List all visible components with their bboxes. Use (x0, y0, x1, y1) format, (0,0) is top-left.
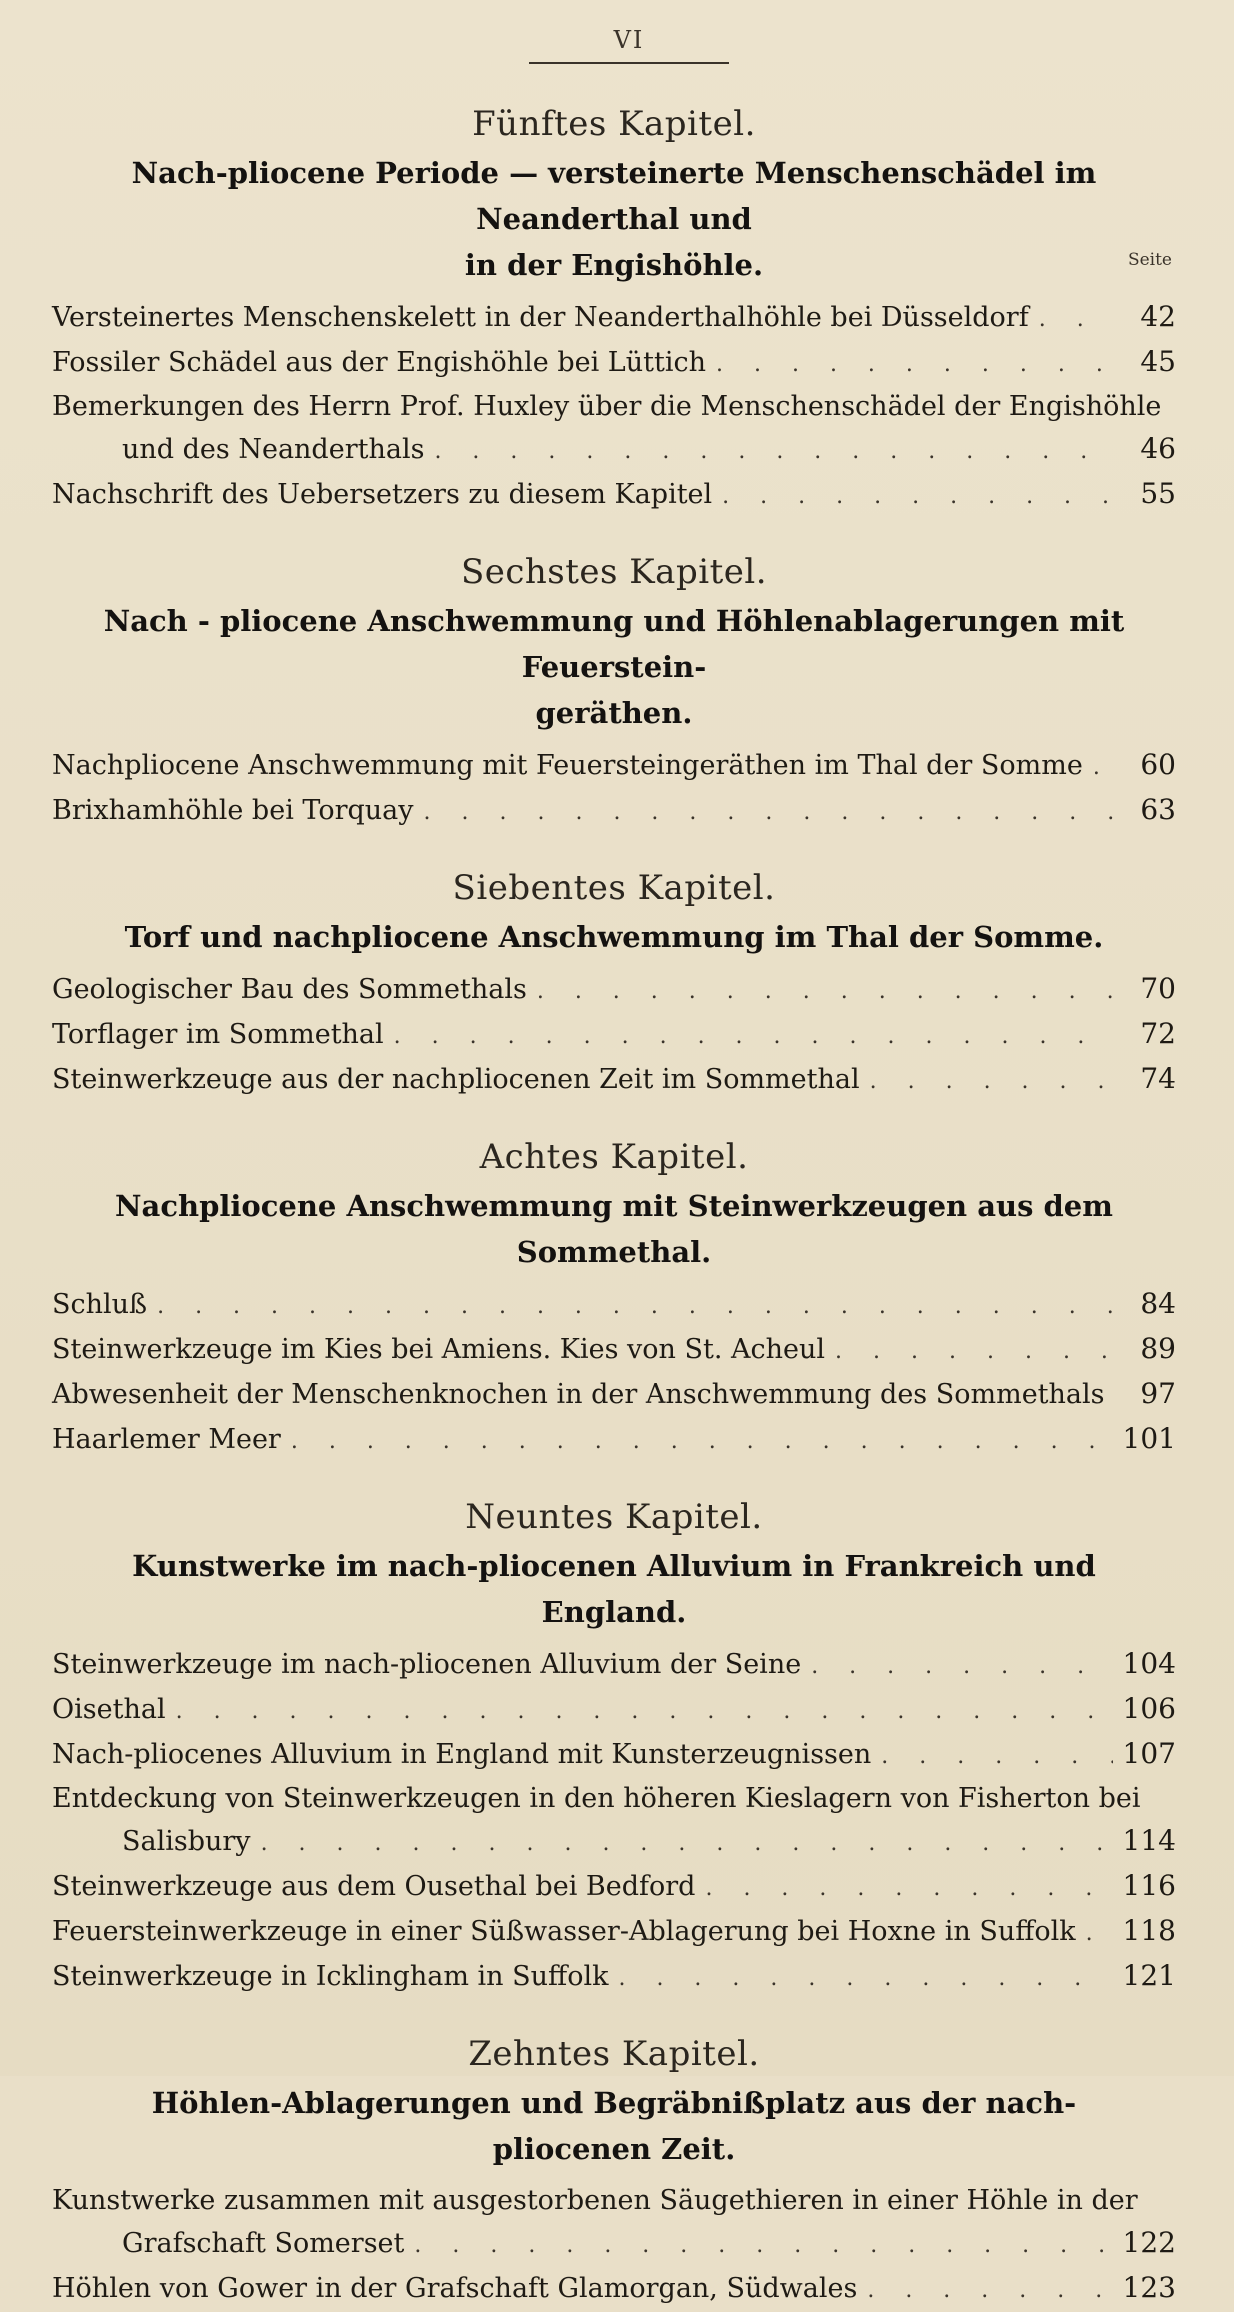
dot-leader (291, 1421, 1113, 1463)
dot-leader (1086, 1913, 1113, 1955)
toc-entry (52, 1013, 1176, 1058)
toc-entry (52, 1283, 1176, 1328)
toc-page-number: 63 (1140, 793, 1176, 826)
toc-entry (52, 1328, 1176, 1373)
toc-entry-text: Oisethal (52, 1694, 166, 1725)
dot-leader (716, 344, 1116, 386)
toc-page-number: 107 (1122, 1737, 1176, 1770)
toc-entry-text: Steinwerkzeuge im Kies bei Amiens. Kies von St. Acheul (52, 1334, 826, 1365)
toc-entry (52, 1955, 1176, 2000)
toc-page-number: 45 (1140, 345, 1176, 378)
dot-leader (1039, 299, 1116, 341)
toc-page-number: 114 (1122, 1824, 1176, 1857)
toc-entry (52, 296, 1176, 341)
dot-leader (867, 2270, 1112, 2312)
chapter-subtitle-line: Kunstwerke im nach-pliocenen Alluvium in Frankreich und England. (132, 1549, 1096, 1629)
toc-page-number: 46 (1140, 432, 1176, 465)
chapter-section (52, 104, 1176, 518)
toc-entry (52, 1733, 1176, 1778)
toc-page-number: 104 (1122, 1647, 1176, 1680)
dot-leader (1093, 747, 1116, 789)
toc-page-number: 60 (1140, 748, 1176, 781)
toc-entry-text: Steinwerkzeuge im nach-pliocenen Alluvium der Seine (52, 1649, 802, 1680)
toc-page-number: 121 (1122, 1959, 1176, 1992)
toc-entry (52, 428, 1176, 473)
toc-entry-text: und des Neanderthals (122, 434, 425, 465)
toc-entry (52, 1643, 1176, 1688)
toc-entry-text: Nach-pliocenes Alluvium in England mit Kunsterzeugnissen (52, 1739, 872, 1770)
toc-entry (52, 1373, 1176, 1418)
toc-entry-text: Versteinertes Menschenskelett in der Neanderthalhöhle bei Düsseldorf (52, 302, 1029, 333)
toc-page-number: 118 (1122, 1914, 1176, 1947)
chapter-section (52, 1137, 1176, 1463)
toc-entry-text: Bemerkungen des Herrn Prof. Huxley über die Menschenschädel der Engishöhle (52, 391, 1162, 422)
toc-page-number: 72 (1140, 1017, 1176, 1050)
chapter-section (52, 868, 1176, 1103)
toc-entry-text: Steinwerkzeuge aus der nachpliocenen Zeit im Sommethal (52, 1064, 860, 1095)
dot-leader (870, 1061, 1116, 1103)
dot-leader (157, 1286, 1116, 1328)
toc-page-number: 101 (1122, 1422, 1176, 1455)
toc-entry-text: Torflager im Sommethal (52, 1019, 384, 1050)
toc-entry-text: Salisbury (122, 1826, 251, 1857)
dot-leader (424, 792, 1116, 834)
toc-entry (52, 1910, 1176, 1955)
toc-entry (52, 2222, 1176, 2267)
dot-leader (414, 2225, 1112, 2267)
chapter-subtitle-line: Höhlen-Ablagerungen und Begräbnißplatz aus der nach-pliocenen Zeit. (151, 2086, 1077, 2166)
chapter-subtitle (82, 2080, 1146, 2172)
dot-leader (705, 1868, 1112, 1910)
page-folio: VI (613, 26, 645, 54)
toc-entry-text: Grafschaft Somerset (122, 2228, 405, 2259)
dot-leader (434, 431, 1116, 473)
toc-entry-text: Nachschrift des Uebersetzers zu diesem Kapitel (52, 479, 713, 510)
dot-leader (618, 1958, 1112, 2000)
chapter-subtitle-line: Torf und nachpliocene Anschwemmung im Thal der Somme. (124, 920, 1104, 954)
toc-page-number: 116 (1122, 1869, 1176, 1902)
toc-page-number: 74 (1140, 1062, 1176, 1095)
toc-entry-text: Steinwerkzeuge in Icklingham in Suffolk (52, 1961, 609, 1992)
dot-leader (835, 1331, 1116, 1373)
chapter-heading: Sechstes Kapitel. (460, 552, 768, 592)
dot-leader (394, 1016, 1116, 1058)
chapter-subtitle-line: in der Engishöhle. (464, 248, 764, 282)
toc-entry-text: Entdeckung von Steinwerkzeugen in den höheren Kieslagern von Fisherton bei (52, 1783, 1141, 1814)
chapter-subtitle-line: Nachpliocene Anschwemmung mit Steinwerkzeugen aus dem Sommethal. (115, 1189, 1113, 1269)
chapter-heading: Zehntes Kapitel. (468, 2034, 760, 2074)
chapter-subtitle-line: Nach-pliocene Periode — versteinerte Menschenschädel im Neanderthal und (131, 156, 1097, 236)
toc-entry-text: Steinwerkzeuge aus dem Ousethal bei Bedford (52, 1871, 696, 1902)
toc-page-number: 89 (1140, 1332, 1176, 1365)
chapter-section (52, 552, 1176, 834)
chapter-heading: Achtes Kapitel. (479, 1137, 749, 1177)
toc-entry (52, 473, 1176, 518)
toc-entry (52, 1058, 1176, 1103)
toc-entry-text: Fossiler Schädel aus der Engishöhle bei Lüttich (52, 347, 706, 378)
chapter-subtitle (82, 150, 1146, 288)
dot-leader (811, 1646, 1112, 1688)
dot-leader (537, 971, 1116, 1013)
chapter-heading: Fünftes Kapitel. (472, 104, 756, 144)
toc-entry (52, 2267, 1176, 2312)
dot-leader (1115, 1376, 1116, 1418)
toc-page-number: 123 (1122, 2271, 1176, 2304)
toc-entry-text: Nachpliocene Anschwemmung mit Feuersteingeräthen im Thal der Somme (52, 750, 1083, 781)
toc-entry (52, 744, 1176, 789)
toc-page-number: 106 (1122, 1692, 1176, 1725)
toc-page-number: 122 (1122, 2226, 1176, 2259)
chapter-subtitle (82, 1543, 1146, 1635)
toc-page-number: 55 (1140, 477, 1176, 510)
chapter-subtitle (82, 914, 1146, 960)
toc-entry-text: Feuersteinwerkzeuge in einer Süßwasser-Ablagerung bei Hoxne in Suffolk (52, 1916, 1076, 1947)
toc-entry-text: Haarlemer Meer (52, 1424, 281, 1455)
toc-page-number: 42 (1140, 300, 1176, 333)
toc-entry-text: Brixhamhöhle bei Torquay (52, 795, 414, 826)
table-of-contents (52, 104, 1176, 2312)
chapter-heading: Neuntes Kapitel. (465, 1497, 763, 1537)
chapter-subtitle (82, 598, 1146, 736)
toc-entry-text: Schluß (52, 1289, 148, 1320)
toc-entry-text: Höhlen von Gower in der Grafschaft Glamorgan, Südwales (52, 2273, 858, 2304)
toc-page-number: 97 (1140, 1377, 1176, 1410)
seite-label: Seite (1127, 250, 1172, 270)
toc-entry-text: Abwesenheit der Menschenknochen in der Anschwemmung des Sommethals (52, 1379, 1105, 1410)
chapter-subtitle (82, 1183, 1146, 1275)
toc-entry-text: Geologischer Bau des Sommethals (52, 974, 527, 1005)
toc-entry (52, 1688, 1176, 1733)
folio-rule (529, 62, 729, 64)
toc-page-number: 84 (1140, 1287, 1176, 1320)
toc-entry (52, 1820, 1176, 1865)
chapter-subtitle-line: Nach - pliocene Anschwemmung und Höhlenablagerungen mit Feuerstein- (103, 604, 1125, 684)
toc-entry (52, 968, 1176, 1013)
dot-leader (261, 1823, 1113, 1865)
toc-entry (52, 1418, 1176, 1463)
dot-leader (176, 1691, 1113, 1733)
toc-page-number: 70 (1140, 972, 1176, 1005)
chapter-section (52, 1497, 1176, 2000)
toc-entry-text: Kunstwerke zusammen mit ausgestorbenen Säugethieren in einer Höhle in der (52, 2185, 1138, 2216)
chapter-subtitle-line: geräthen. (535, 696, 693, 730)
toc-entry (52, 341, 1176, 386)
toc-entry (52, 1865, 1176, 1910)
dot-leader (722, 476, 1116, 518)
chapter-heading: Siebentes Kapitel. (452, 868, 776, 908)
toc-entry (52, 789, 1176, 834)
dot-leader (881, 1736, 1112, 1778)
